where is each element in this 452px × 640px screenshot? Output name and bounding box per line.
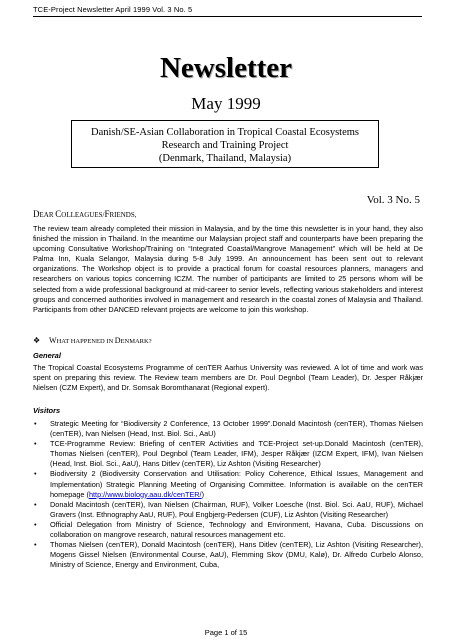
running-header: TCE-Project Newsletter April 1999 Vol. 3 No. 5 — [33, 5, 193, 14]
header-rule — [33, 16, 422, 17]
salutation-olleagues: OLLEAGUES/ — [61, 211, 105, 219]
project-title-line-2: Research and Training Project — [161, 140, 289, 151]
bullet-icon: • — [34, 519, 37, 529]
salutation-riends: RIENDS, — [109, 211, 137, 219]
salutation-initial-c: C — [55, 209, 62, 219]
project-title-line-1: Danish/SE-Asian Collaboration in Tropical Coastal Ecosystems — [90, 127, 360, 138]
section-enmark: ENMARK? — [120, 338, 152, 345]
visitor-item-text: Official Delegation from Ministry of Science, Technology and Environment, Havana, Cuba. Discussions on collaboration on mangrove research, natural resources management etc. — [50, 519, 423, 540]
visitor-item-text: Thomas Nielsen (cenTER), Donald Macintosh (cenTER), Hans Ditlev (cenTER), Liz Ashton (Visiting Researcher), Mogens Gissel Nielsen (Environmental Course, AaU), Flemming Skov (DMU, Kalø), Dr. Alfredo Curbelo Alonso, Ministry of Science, Energy and Environment, Cuba, — [50, 540, 423, 570]
intro-paragraph: The review team already completed their mission in Malaysia, and by the time this newsletter is in your hand, they also finished the mission in Thailand. In the meantime our Malaysian project staff and counterparts have been preparing the upcoming Consultative Workshop/Training on “Integrated Coastal/Mangrove Management” which will be held at De Palma Inn, Kuala Selangor, Malaysia during 5-8 July 1999. An announcement has been sent out to relevant organizations. The Workshop object is to provide a practical forum for coastal resources planners, managers and researchers on various topics concerning ICZM. The number of participants are limited to 25 persons whom will be selected from a wide professional background at mid-career to senior levels, reflecting various stakeholders and interest groups and concerned authorities involved in management and research in the coastal zones of Malaysia and Thailand. Participants from other DANCED relevant projects are welcome to join this workshop. — [33, 224, 423, 314]
visitors-list — [33, 419, 423, 570]
section-initial-w: W — [49, 336, 57, 345]
salutation — [33, 209, 136, 219]
list-item — [33, 439, 423, 469]
visitors-heading: Visitors — [33, 406, 61, 415]
section-hat: HAT HAPPENED IN — [56, 338, 115, 345]
bullet-icon: • — [34, 499, 37, 509]
visitor-item-text: TCE-Programme Review: Briefing of cenTER Activities and TCE-Project set-up.Donald Macintosh (cenTER), Thomas Nielsen (cenTER), Poul Degnbol (Team Leader, IFM), Jesper Råkjær (IZCM Expert, IFM), Ivan Nielsen (Head, Inst. Biol. Sci., AaU), Hans Ditlev (cenTER), Liz Ashton (Visiting Researcher) — [50, 439, 423, 469]
volume-number: Vol. 3 No. 5 — [366, 194, 420, 206]
general-paragraph: The Tropical Coastal Ecosystems Programme of cenTER Aarhus University was reviewed. A lot of time and work was spent on preparing this review. The Review team members are Dr. Poul Degnbol (Team Leader), Dr. Jesper Råkjær Nielsen (CZM Expert), and Dr. Somsak Boromthanarat (Regional expert). — [33, 363, 423, 393]
project-title-line-3: (Denmark, Thailand, Malaysia) — [158, 153, 292, 164]
diamond-bullet-icon: ❖ — [33, 336, 41, 345]
salutation-initial-f: F — [104, 209, 110, 219]
project-title-box — [71, 120, 379, 168]
newsletter-title: Newsletter — [159, 52, 293, 84]
center-homepage-link[interactable]: http://www.biology.aau.dk/cenTER/ — [88, 489, 202, 499]
issue-date: May 1999 — [191, 94, 261, 113]
list-item — [33, 520, 423, 540]
bullet-icon: • — [34, 540, 37, 550]
list-item — [33, 500, 423, 520]
list-item — [33, 540, 423, 570]
section-initial-d: D — [114, 336, 121, 345]
salutation-ear: EAR — [39, 211, 56, 219]
section-heading-denmark — [33, 336, 152, 345]
bullet-icon: • — [34, 419, 37, 428]
bullet-icon: • — [34, 469, 37, 479]
bullet-icon: • — [34, 439, 37, 449]
visitor-item-text-after: ) — [201, 489, 205, 499]
page-number: Page 1 of 15 — [204, 628, 248, 637]
list-item — [33, 419, 423, 439]
visitor-item-text: Strategic Meeting for “Biodiversity 2 Conference, 13 October 1999”.Donald Macintosh (cenTER), Thomas Nielsen (cenTER), Ivan Nielsen (Head, Inst. Biol. Sci., AaU) — [50, 419, 423, 439]
visitor-item-text: Donald Macintosh (cenTER), Ivan Nielsen (Chairman, RUF), Volker Loesche (Inst. Biol. Sci. AaU, RUF), Michael Gravers (Inst. Ethnography AaU, RUF), Poul Engbjerg-Pedersen (CUF), Liz Ashton (Visiting Researcher) — [50, 499, 423, 519]
list-item — [33, 469, 423, 499]
salutation-initial-d: D — [33, 209, 40, 219]
general-heading: General — [33, 351, 61, 360]
visitor-item-text: Biodiversity 2 (Biodiversity Conservation and Utilisation: Policy Coherence, Ethical Issues, Management and Implementation) Strategic Planning Meeting of Organising Committee. Information is available on the cenTER homepage ( — [50, 469, 423, 499]
